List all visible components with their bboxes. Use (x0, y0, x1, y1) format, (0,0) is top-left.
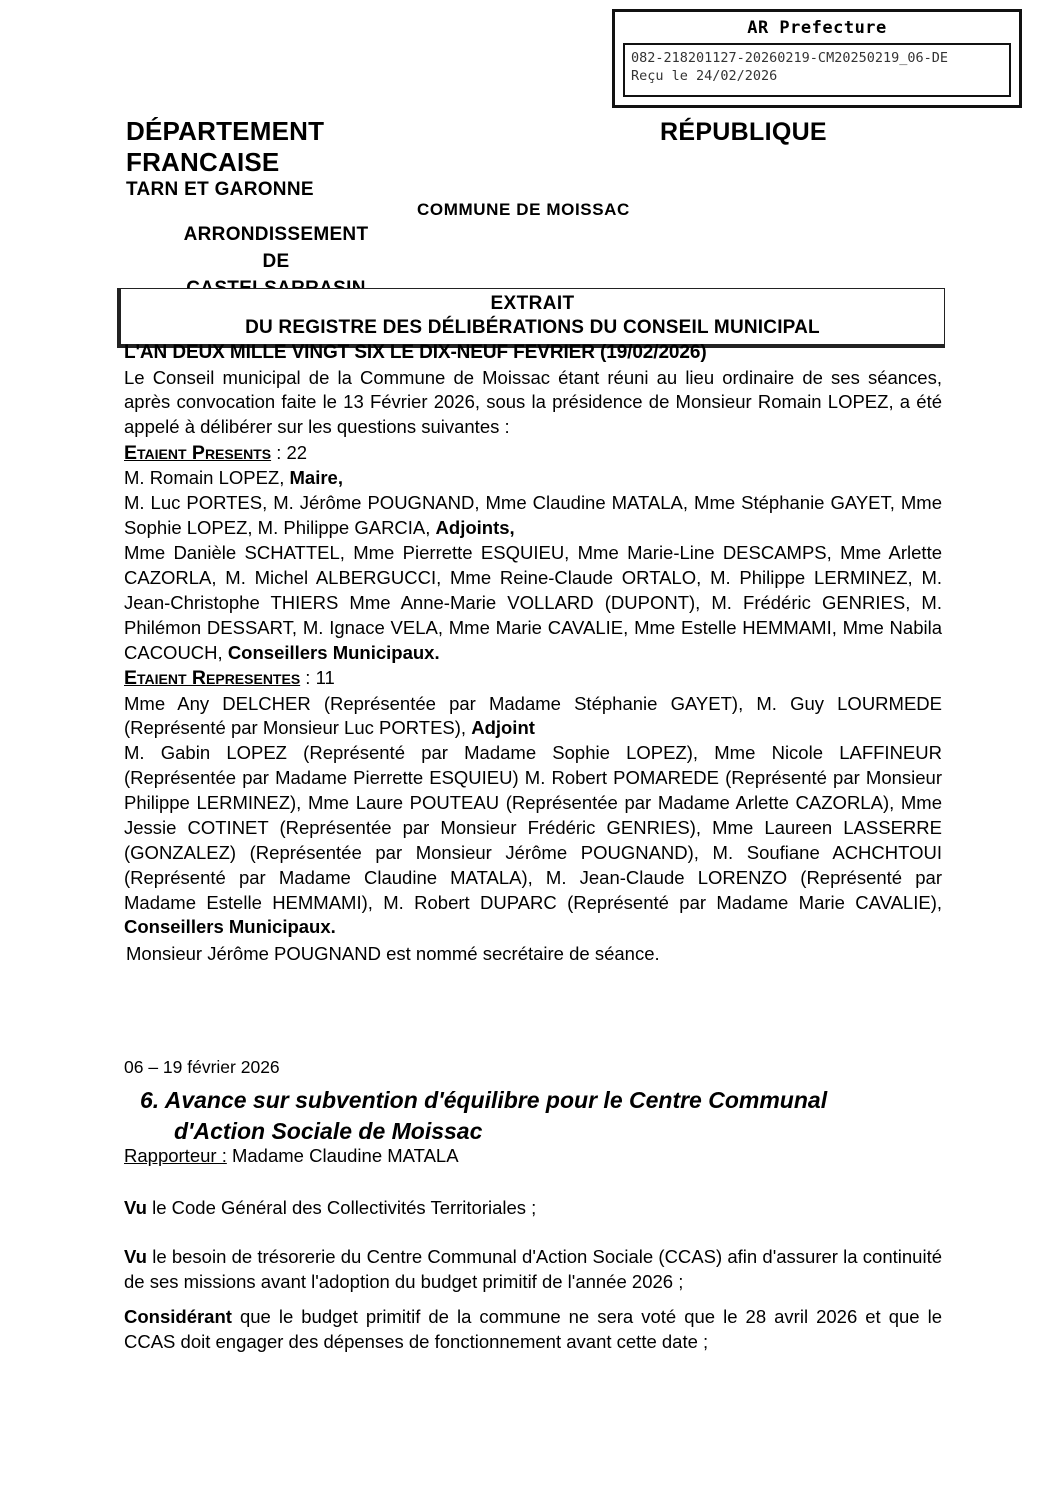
presents-separator: : (271, 442, 287, 464)
deliberation-reference: 06 – 19 février 2026 (124, 1057, 280, 1077)
clause-text: le besoin de trésorerie du Centre Communal d'Action Sociale (CCAS) afin d'assurer la continuité de ses missions avant l'adoption du budget primitif de l'année 2026 ; (124, 1246, 942, 1292)
session-year-line: L'AN DEUX MILLE VINGT SIX LE DIX-NEUF FEVRIER (19/02/2026) (124, 342, 707, 363)
presents-count: 22 (286, 442, 308, 464)
mayor-name: M. Romain LOPEZ, (124, 467, 290, 489)
commune-title: COMMUNE DE MOISSAC (417, 200, 630, 219)
clause-vu-tresorerie (124, 1245, 942, 1295)
clause-keyword: Vu (124, 1246, 147, 1267)
arrondissement-line-2: DE (262, 250, 290, 272)
presents-adjoints-line (124, 491, 942, 541)
department-line-1: DÉPARTEMENT (126, 116, 325, 146)
representes-count: 11 (315, 667, 335, 689)
clause-considerant-budget (124, 1305, 942, 1355)
representes-conseillers-names: M. Gabin LOPEZ (Représenté par Madame Sophie LOPEZ), Mme Nicole LAFFINEUR (Représentée par Madame Pierrette ESQUIEU) M. Robert POMAREDE (Représenté par Monsieur Philippe LERMINEZ), Mme Laure POUTEAU (Représentée par Madame Arlette CAZORLA), Mme Jessie COTINET (Représentée par Monsieur Frédéric GENRIES), Mme Laureen LASSERRE (GONZALEZ) (Représentée par Monsieur Jérôme POUGNAND), M. Soufiane ACHCHTOUI (Représenté par Madame Claudine MATALA), M. Jean-Claude LORENZO (Représenté par Madame Estelle HEMMAMI), M. Robert DUPARC (Représenté par Madame Marie CAVALIE), (124, 742, 942, 913)
representes-heading-line (124, 665, 942, 691)
clause-text: que le budget primitif de la commune ne sera voté que le 28 avril 2026 et que le CCAS doit engager des dépenses de fonctionnement avant cette date ; (124, 1306, 942, 1352)
representes-conseillers-role: Conseillers Municipaux. (124, 916, 336, 938)
department-line-3: TARN ET GARONNE (126, 179, 314, 201)
extrait-subheading: DU REGISTRE DES DÉLIBÉRATIONS DU CONSEIL MUNICIPAL (245, 316, 820, 338)
clause-text: le Code Général des Collectivités Territoriales ; (146, 1197, 537, 1218)
clause-keyword: Vu (124, 1197, 147, 1218)
deliberation-title-line-1: 6. Avance sur subvention d'équilibre pour le Centre Communal (140, 1087, 828, 1113)
representes-adjoint-names: Mme Any DELCHER (Représentée par Madame Stéphanie GAYET), M. Guy LOURMEDE (Représenté par Monsieur Luc PORTES), (124, 692, 942, 739)
rapporteur-label: Rapporteur : (124, 1145, 227, 1166)
representes-conseillers-line (124, 741, 942, 940)
representes-label: Etaient Representes (124, 667, 301, 690)
rapporteur-name: Madame Claudine MATALA (226, 1145, 459, 1166)
arrondissement-line-1: ARRONDISSEMENT (183, 224, 369, 245)
rapporteur-line (124, 1145, 459, 1167)
ar-received-date: Reçu le 24/02/2026 (631, 68, 778, 85)
ar-reference: 082-218201127-20260219-CM20250219_06-DE (631, 50, 948, 66)
presents-conseillers-names: Mme Danièle SCHATTEL, Mme Pierrette ESQUIEU, Mme Marie-Line DESCAMPS, Mme Arlette CAZORLA, M. Michel ALBERGUCCI, Mme Reine-Claude ORTALO, M. Philippe LERMINEZ, M. Jean-Christophe THIERS Mme Anne-Marie VOLLARD (DUPONT), M. Frédéric GENRIES, M. Philémon DESSART, M. Ignace VELA, Mme Marie CAVALIE, Mme Estelle HEMMAMI, Mme Nabila CACOUCH, (124, 542, 942, 663)
department-line-2: FRANCAISE (126, 146, 280, 177)
representes-adjoint-line (124, 692, 942, 742)
presents-heading-line (124, 440, 942, 466)
deliberation-body (124, 340, 942, 940)
deliberation-title (140, 1085, 940, 1146)
presents-conseillers-role: Conseillers Municipaux. (227, 641, 440, 663)
presents-mayor-line (124, 466, 942, 491)
ar-prefecture-stamp (612, 9, 1022, 108)
department-block (126, 116, 426, 203)
republique-title: RÉPUBLIQUE (660, 118, 827, 146)
representes-adjoint-role: Adjoint (471, 717, 535, 739)
clause-vu-cgct (124, 1196, 942, 1221)
presents-conseillers-line (124, 541, 942, 665)
deliberation-title-line-2: d'Action Sociale de Moissac (174, 1117, 483, 1144)
secretary-line: Monsieur Jérôme POUGNAND est nommé secrétaire de séance. (126, 943, 660, 964)
representes-separator: : (300, 667, 316, 689)
adjoints-role: Adjoints, (435, 517, 515, 539)
extrait-heading: EXTRAIT (490, 293, 575, 314)
clause-keyword: Considérant (124, 1306, 232, 1327)
mayor-role: Maire, (289, 467, 343, 489)
adjoints-names: M. Luc PORTES, M. Jérôme POUGNAND, Mme Claudine MATALA, Mme Stéphanie GAYET, Mme Sophie LOPEZ, M. Philippe GARCIA, (124, 492, 942, 539)
presents-label: Etaient Presents (124, 442, 272, 465)
ar-prefecture-title: AR Prefecture (747, 18, 887, 38)
ar-prefecture-details (623, 43, 1011, 97)
session-intro-paragraph: Le Conseil municipal de la Commune de Moissac étant réuni au lieu ordinaire de ses séances, après convocation faite le 13 Février 2026, sous la présidence de Monsieur Romain LOPEZ, a été appelé à délibérer sur les questions suivantes : (124, 366, 942, 438)
